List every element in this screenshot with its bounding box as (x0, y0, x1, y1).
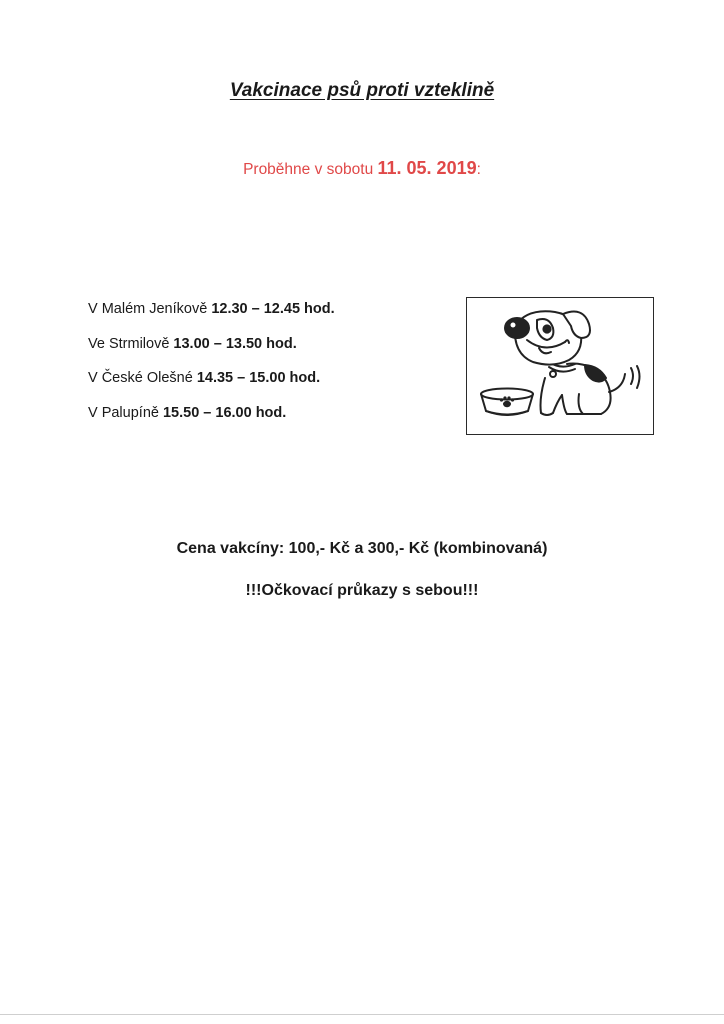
event-date-line (0, 158, 724, 179)
schedule-time: 12.30 – 12.45 hod. (211, 301, 335, 317)
vaccination-card-reminder: !!!Očkovací průkazy s sebou!!! (245, 582, 479, 599)
schedule-place: V Palupíně (88, 404, 163, 421)
event-date: 11. 05. 2019 (377, 158, 477, 178)
schedule-time: 13.00 – 13.50 hod. (173, 335, 297, 352)
dog-illustration-frame (466, 297, 654, 435)
date-suffix: : (476, 161, 481, 178)
schedule-place: V České Olešné (88, 370, 197, 386)
vaccination-schedule (88, 296, 448, 434)
schedule-time: 14.35 – 15.00 hod. (196, 370, 321, 386)
date-prefix: Proběhne v sobotu (243, 161, 378, 178)
schedule-place: Ve Strmilově (88, 335, 174, 352)
document-title: Vakcinace psů proti vzteklině (229, 80, 495, 101)
vaccine-price: Cena vakcíny: 100,- Kč a 300,- Kč (kombinovaná) (176, 540, 548, 557)
schedule-place: V Malém Jeníkově (88, 301, 212, 317)
schedule-item (88, 296, 448, 331)
dog-with-bowl-icon (467, 298, 653, 434)
schedule-item (88, 331, 448, 366)
schedule-item (88, 400, 448, 435)
schedule-time: 15.50 – 16.00 hod. (162, 404, 287, 421)
schedule-item (88, 365, 448, 400)
page-bottom-rule (0, 1014, 724, 1015)
